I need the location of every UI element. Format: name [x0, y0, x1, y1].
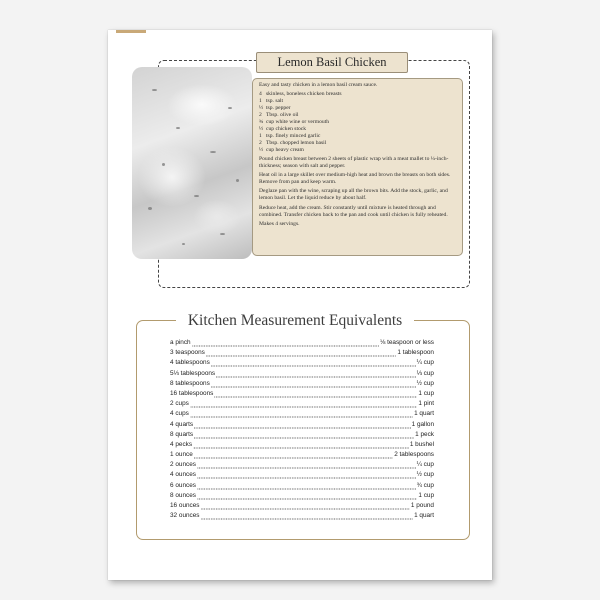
ingredient-row	[259, 133, 456, 140]
measurement-equivalent: ¾ cup	[416, 481, 434, 491]
measurement-row	[170, 420, 434, 430]
measurement-row	[170, 470, 434, 480]
ingredient-qty: ½	[259, 146, 264, 153]
measurement-equivalent: 1 bushel	[409, 440, 434, 450]
measurement-unit: 8 quarts	[170, 430, 194, 440]
measurement-row	[170, 379, 434, 389]
recipe-step: Makes 4 servings.	[259, 220, 300, 227]
ingredient-item: Tbsp. olive oil	[266, 112, 299, 119]
measurement-equivalent: 1 cup	[417, 491, 434, 501]
recipe-body	[252, 78, 463, 256]
ingredient-qty: ¾	[259, 118, 264, 125]
ingredient-qty: 1	[259, 132, 262, 139]
measurement-row	[170, 481, 434, 491]
measurement-row	[170, 501, 434, 511]
recipe-step: Deglaze pan with the wine, scraping up all the brown bits. Add the stock, garlic, and lemon basil. Let the liquid reduce by about half.	[259, 188, 448, 202]
measurement-row	[170, 409, 434, 419]
measurement-row	[170, 491, 434, 501]
measurement-row	[170, 430, 434, 440]
measurement-unit: a pinch	[170, 338, 192, 348]
measurement-unit: 2 cups	[170, 399, 190, 409]
recipe-step: Heat oil in a large skillet over medium-high heat and brown the breasts on both sides. Remove from pan and keep warm.	[259, 172, 451, 186]
ingredient-qty: 2	[259, 112, 262, 119]
measurement-unit: 6 ounces	[170, 481, 197, 491]
measurements-title: Kitchen Measurement Equivalents	[176, 311, 414, 331]
measurement-unit: 8 tablespoons	[170, 379, 211, 389]
measurement-list	[170, 338, 434, 521]
measurement-unit: 16 ounces	[170, 501, 201, 511]
measurement-equivalent: 1 gallon	[411, 420, 434, 430]
ingredient-qty: ½	[259, 125, 264, 132]
measurement-row	[170, 399, 434, 409]
measurement-row	[170, 440, 434, 450]
ingredient-qty: 2	[259, 139, 262, 146]
recipe-step: Reduce heat, add the cream. Stir constantly until mixture is heated through and combined. Transfer chicken back to the pan and cook until chicken is fully reheated.	[259, 204, 448, 218]
ingredient-item: tsp. finely minced garlic	[266, 132, 321, 139]
measurement-equivalent: 1 quart	[413, 409, 434, 419]
measurement-equivalent: ½ cup	[416, 470, 434, 480]
measurement-unit: 2 ounces	[170, 460, 197, 470]
measurement-unit: 4 pecks	[170, 440, 193, 450]
measurement-unit: 4 cups	[170, 409, 190, 419]
measurement-unit: 4 quarts	[170, 420, 194, 430]
measurement-equivalent: 1 quart	[413, 511, 434, 521]
measurement-unit: 4 ounces	[170, 470, 197, 480]
measurement-row	[170, 358, 434, 368]
ingredient-row	[259, 147, 456, 154]
measurement-unit: 8 ounces	[170, 491, 197, 501]
ingredient-row	[259, 140, 456, 147]
ingredient-row	[259, 91, 456, 98]
measurement-equivalent: ⅓ cup	[416, 369, 434, 379]
recipe-steps	[259, 156, 456, 228]
measurement-row	[170, 511, 434, 521]
measurement-unit: 3 teaspoons	[170, 348, 206, 358]
measurement-equivalent: ¼ cup	[416, 460, 434, 470]
measurement-row	[170, 460, 434, 470]
ingredient-item: tsp. salt	[266, 98, 284, 105]
ingredient-qty: ½	[259, 105, 264, 112]
ingredient-row	[259, 112, 456, 119]
measurement-row	[170, 369, 434, 379]
measurement-equivalent: 1 cup	[417, 389, 434, 399]
ingredient-qty: 4	[259, 91, 262, 98]
ingredient-item: cup heavy cream	[266, 146, 304, 153]
ingredient-item: tsp. pepper	[266, 105, 291, 112]
ingredient-item: Tbsp. chopped lemon basil	[266, 139, 327, 146]
ingredient-qty: 1	[259, 98, 262, 105]
measurement-row	[170, 338, 434, 348]
measurement-unit: 1 ounce	[170, 450, 194, 460]
measurement-equivalent: ½ cup	[416, 379, 434, 389]
ingredient-row	[259, 105, 456, 112]
recipe-step: Pound chicken breast between 2 sheets of plastic wrap with a meat mallet to ¼-inch-thickness; season with salt and pepper.	[259, 156, 449, 169]
ingredient-row	[259, 119, 456, 126]
ingredient-row	[259, 98, 456, 105]
measurement-row	[170, 450, 434, 460]
ingredient-list	[259, 91, 456, 153]
recipe-intro: Easy and tasty chicken in a lemon basil cream sauce.	[259, 82, 378, 88]
ingredient-item: skinless, boneless chicken breasts	[266, 91, 342, 98]
measurement-equivalent: ⅛ teaspoon or less	[379, 338, 434, 348]
measurement-unit: 32 ounces	[170, 511, 201, 521]
measurement-row	[170, 389, 434, 399]
measurement-equivalent: 1 pound	[410, 501, 434, 511]
ingredient-item: cup chicken stock	[266, 125, 307, 132]
measurement-equivalent: 1 tablespoon	[396, 348, 434, 358]
measurement-unit: 4 tablespoons	[170, 358, 211, 368]
ingredient-item: cup white wine or vermouth	[266, 118, 330, 125]
measurement-unit: 5⅓ tablespoons	[170, 369, 216, 379]
chicken-photo	[132, 67, 252, 259]
measurement-equivalent: 1 peck	[414, 430, 434, 440]
measurement-equivalent: 1 pint	[417, 399, 434, 409]
measurement-unit: 16 tablespoons	[170, 389, 214, 399]
document-page	[108, 30, 492, 580]
measurement-equivalent: ¼ cup	[416, 358, 434, 368]
ingredient-row	[259, 126, 456, 133]
measurement-equivalent: 2 tablespoons	[393, 450, 434, 460]
page-corner-mark	[116, 30, 146, 33]
measurement-row	[170, 348, 434, 358]
recipe-title: Lemon Basil Chicken	[256, 52, 408, 73]
